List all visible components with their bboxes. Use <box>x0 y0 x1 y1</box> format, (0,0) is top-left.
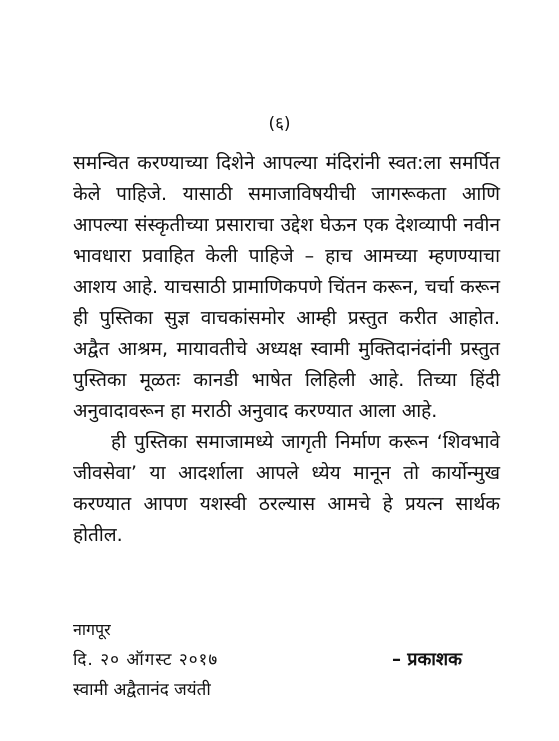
occasion-line: स्वामी अद्वैतानंद जयंती <box>73 680 211 700</box>
paragraph-2: ही पुस्तिका समाजामध्ये जागृती निर्माण करून ‘शिवभावे जीवसेवा’ या आदर्शाला आपले ध्येय मानून तो कार्योन्मुख करण्यात आपण यशस्वी ठरल्यास आमचे हे प्रयत्न सार्थक होतील. <box>73 431 500 546</box>
signature-block <box>73 615 500 705</box>
publisher-label: – प्रकाशक <box>391 649 462 670</box>
paragraph-1: समन्वित करण्याच्या दिशेने आपल्या मंदिरांनी स्वत:ला समर्पित केले पाहिजे. यासाठी समाजाविषयीची जागरूकता आणि आपल्या संस्कृतीच्या प्रसाराचा उद्देश घेऊन एक देशव्यापी नवीन भावधारा प्रवाहित केली पाहिजे – हाच आमच्या म्हणण्याचा आशय आहे. याचसाठी प्रामाणिकपणे चिंतन करून, चर्चा करून ही पुस्तिका सुज्ञ वाचकांसमोर आम्ही प्रस्तुत करीत आहोत. अद्वैत आश्रम, मायावतीचे अध्यक्ष स्वामी मुक्तिदानंदांनी प्रस्तुत पुस्तिका मूळतः कानडी भाषेत लिहिली आहे. तिच्या हिंदी अनुवादावरून हा मराठी अनुवाद करण्यात आला आहे. <box>73 152 500 422</box>
body-text <box>73 148 500 551</box>
date-text: दि. २० ऑगस्ट २०१७ <box>73 650 219 670</box>
page-number: (६) <box>268 114 291 134</box>
date-publisher-line <box>73 645 500 675</box>
place-line: नागपूर <box>73 620 111 639</box>
